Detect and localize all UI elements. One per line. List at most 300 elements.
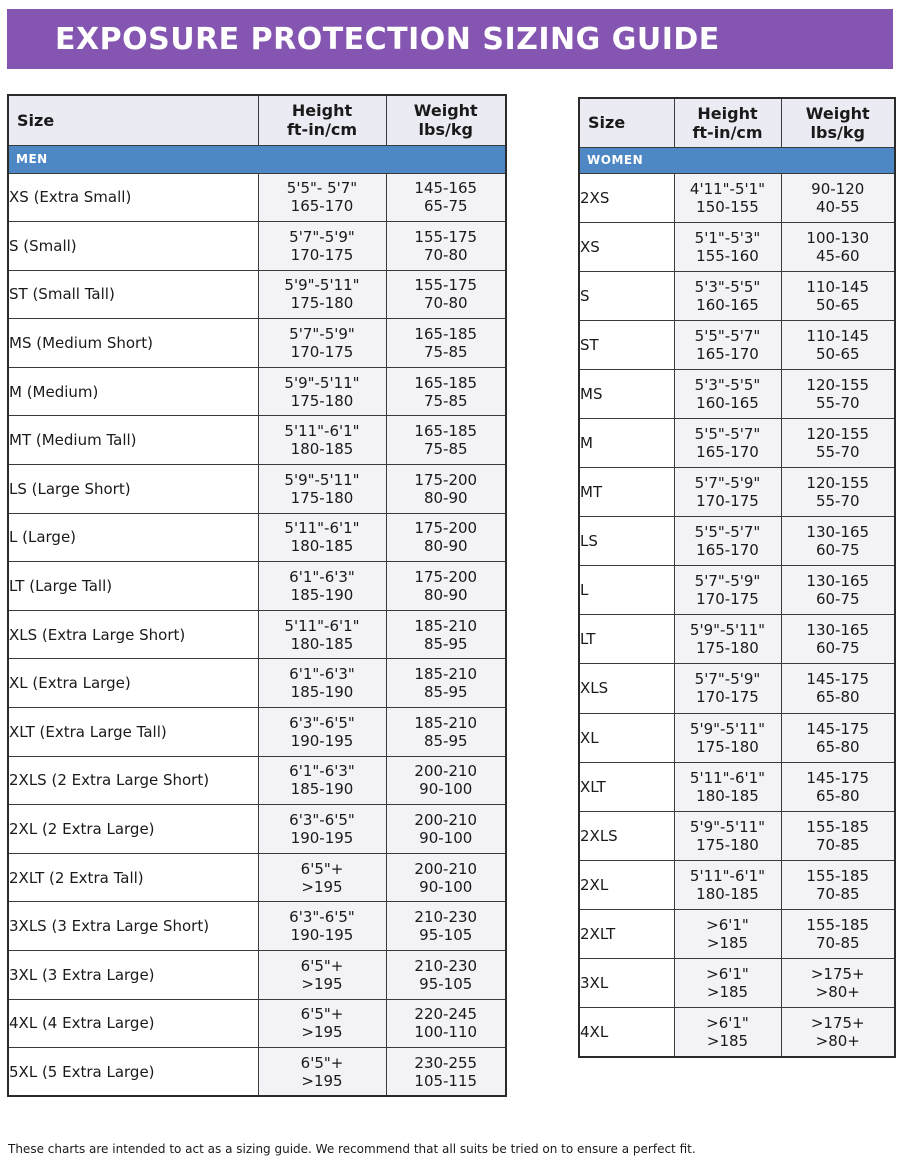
size-cell: 3XLS (3 Extra Large Short) — [8, 902, 258, 951]
weight-metric: 70-85 — [815, 933, 860, 952]
height-metric: 180-185 — [290, 634, 354, 653]
size-cell: 2XLT — [579, 909, 674, 958]
height-imperial: 5'11"-6'1" — [284, 422, 360, 441]
table-row — [8, 319, 506, 368]
height-cell — [258, 951, 386, 1000]
weight-metric: 75-85 — [423, 391, 468, 410]
weight-imperial: >175+ — [810, 1013, 865, 1032]
table-row — [8, 951, 506, 1000]
height-column-header: Height ft-in/cm — [674, 98, 781, 147]
weight-imperial: 155-185 — [806, 817, 870, 836]
weight-imperial: 110-145 — [806, 277, 870, 296]
weight-cell — [781, 762, 895, 811]
height-cell — [674, 517, 781, 566]
weight-cell — [386, 222, 506, 271]
weight-imperial: 165-185 — [414, 422, 478, 441]
height-cell — [674, 713, 781, 762]
table-row — [579, 713, 895, 762]
size-cell: 2XL — [579, 860, 674, 909]
height-cell — [674, 860, 781, 909]
weight-imperial: 145-175 — [806, 670, 870, 689]
height-imperial: >6'1" — [706, 915, 749, 934]
weight-imperial: 165-185 — [414, 325, 478, 344]
table-row — [579, 468, 895, 517]
weight-imperial: 200-210 — [414, 762, 478, 781]
height-metric: 175-180 — [696, 835, 759, 854]
height-metric: 175-180 — [696, 737, 759, 756]
weight-metric: 80-90 — [423, 537, 468, 556]
size-cell: XL — [579, 713, 674, 762]
size-cell: MT — [579, 468, 674, 517]
height-metric: 170-175 — [290, 245, 354, 264]
weight-metric: 90-100 — [419, 780, 473, 799]
table-row — [8, 367, 506, 416]
table-row — [8, 999, 506, 1048]
height-metric: 170-175 — [290, 343, 354, 362]
height-metric: 170-175 — [696, 492, 759, 511]
height-cell — [258, 853, 386, 902]
height-imperial: 6'5"+ — [300, 859, 344, 878]
height-cell — [258, 173, 386, 222]
size-cell: 4XL (4 Extra Large) — [8, 999, 258, 1048]
height-cell — [674, 1008, 781, 1057]
height-metric: 170-175 — [696, 688, 759, 707]
size-cell: LT — [579, 615, 674, 664]
weight-column-header: Weight lbs/kg — [781, 98, 895, 147]
weight-metric: 90-100 — [419, 829, 473, 848]
weight-cell — [386, 173, 506, 222]
weight-metric: 65-80 — [815, 786, 860, 805]
height-cell — [258, 319, 386, 368]
height-metric: 170-175 — [696, 590, 759, 609]
weight-cell — [386, 951, 506, 1000]
weight-cell — [781, 909, 895, 958]
weight-metric: 85-95 — [423, 683, 468, 702]
weight-imperial: 145-175 — [806, 768, 870, 787]
height-metric: >195 — [301, 974, 343, 993]
weight-cell — [781, 271, 895, 320]
weight-imperial: 185-210 — [414, 616, 478, 635]
height-imperial: 6'3"-6'5" — [289, 908, 355, 927]
height-imperial: 5'7"-5'9" — [289, 227, 355, 246]
weight-imperial: 210-230 — [414, 908, 478, 927]
height-imperial: 6'5"+ — [300, 1005, 344, 1024]
height-imperial: 5'3"-5'5" — [694, 277, 761, 296]
weight-metric: 45-60 — [815, 246, 860, 265]
height-imperial: 6'5"+ — [300, 956, 344, 975]
height-cell — [258, 562, 386, 611]
height-imperial: 6'5"+ — [300, 1053, 344, 1072]
weight-cell — [386, 1048, 506, 1097]
table-row — [8, 902, 506, 951]
height-cell — [258, 513, 386, 562]
weight-cell — [386, 805, 506, 854]
size-cell: 2XLS — [579, 811, 674, 860]
weight-cell — [386, 270, 506, 319]
weight-cell — [781, 1008, 895, 1057]
weight-cell — [386, 902, 506, 951]
section-label: WOMEN — [579, 147, 895, 173]
height-imperial: 6'1"-6'3" — [289, 762, 355, 781]
size-cell: MS (Medium Short) — [8, 319, 258, 368]
height-cell — [674, 173, 781, 222]
table-row — [8, 659, 506, 708]
size-cell: 2XLS (2 Extra Large Short) — [8, 756, 258, 805]
size-cell: MS — [579, 369, 674, 418]
height-cell — [258, 270, 386, 319]
weight-imperial: 100-130 — [806, 228, 870, 247]
weight-cell — [386, 513, 506, 562]
height-imperial: 5'11"-6'1" — [284, 519, 360, 538]
height-cell — [258, 416, 386, 465]
size-cell: XLS (Extra Large Short) — [8, 610, 258, 659]
weight-imperial: 155-175 — [414, 276, 478, 295]
height-imperial: 5'3"-5'5" — [694, 375, 761, 394]
size-cell: LT (Large Tall) — [8, 562, 258, 611]
table-row — [579, 1008, 895, 1057]
table-row — [8, 270, 506, 319]
weight-cell — [386, 756, 506, 805]
height-metric: 175-180 — [696, 639, 759, 658]
weight-cell — [386, 659, 506, 708]
height-metric: 185-190 — [290, 780, 354, 799]
height-imperial: 5'9"-5'11" — [689, 817, 766, 836]
weight-metric: 95-105 — [419, 926, 473, 945]
table-row — [579, 959, 895, 1008]
height-imperial: 5'7"-5'9" — [694, 474, 761, 493]
height-imperial: 5'5"-5'7" — [694, 425, 761, 444]
height-cell — [674, 271, 781, 320]
size-cell: 5XL (5 Extra Large) — [8, 1048, 258, 1097]
height-cell — [674, 959, 781, 1008]
weight-metric: 70-85 — [815, 835, 860, 854]
height-cell — [258, 222, 386, 271]
weight-metric: 100-110 — [414, 1023, 478, 1042]
page-title: EXPOSURE PROTECTION SIZING GUIDE — [55, 21, 720, 57]
weight-cell — [781, 860, 895, 909]
weight-metric: 80-90 — [423, 488, 468, 507]
height-imperial: 5'7"-5'9" — [694, 572, 761, 591]
size-cell: 3XL (3 Extra Large) — [8, 951, 258, 1000]
height-imperial: 5'9"-5'11" — [284, 470, 360, 489]
height-metric: 180-185 — [290, 440, 354, 459]
weight-cell — [781, 615, 895, 664]
weight-imperial: 130-165 — [806, 621, 870, 640]
height-imperial: 5'11"-6'1" — [689, 866, 766, 885]
height-imperial: 5'1"-5'3" — [694, 228, 761, 247]
height-cell — [258, 756, 386, 805]
title-banner — [7, 9, 893, 69]
weight-cell — [386, 465, 506, 514]
weight-metric: 85-95 — [423, 731, 468, 750]
weight-imperial: 145-165 — [414, 179, 478, 198]
weight-imperial: 130-165 — [806, 572, 870, 591]
table-row — [8, 610, 506, 659]
size-cell: XS — [579, 222, 674, 271]
weight-metric: 85-95 — [423, 634, 468, 653]
height-imperial: 5'7"-5'9" — [289, 325, 355, 344]
weight-imperial: >175+ — [810, 965, 865, 984]
table-row — [579, 320, 895, 369]
size-cell: 3XL — [579, 959, 674, 1008]
table-row — [8, 1048, 506, 1097]
weight-metric: 55-70 — [815, 492, 860, 511]
weight-column-header: Weight lbs/kg — [386, 95, 506, 145]
weight-cell — [386, 999, 506, 1048]
weight-metric: 60-75 — [815, 541, 860, 560]
weight-imperial: 120-155 — [806, 425, 870, 444]
height-cell — [258, 367, 386, 416]
height-imperial: 6'1"-6'3" — [289, 665, 355, 684]
table-header-row — [8, 95, 506, 145]
weight-metric: 95-105 — [419, 974, 473, 993]
height-metric: 175-180 — [290, 488, 354, 507]
table-row — [8, 756, 506, 805]
size-cell: ST — [579, 320, 674, 369]
height-cell — [674, 615, 781, 664]
size-cell: LS (Large Short) — [8, 465, 258, 514]
height-cell — [674, 222, 781, 271]
height-metric: 185-190 — [290, 683, 354, 702]
men-size-table — [7, 94, 507, 1097]
height-imperial: 6'3"-6'5" — [289, 811, 355, 830]
size-cell: 2XLT (2 Extra Tall) — [8, 853, 258, 902]
weight-imperial: 90-120 — [811, 179, 865, 198]
weight-cell — [781, 418, 895, 467]
table-row — [579, 369, 895, 418]
weight-metric: 65-75 — [423, 197, 468, 216]
height-metric: 160-165 — [696, 295, 759, 314]
height-cell — [674, 762, 781, 811]
weight-imperial: 145-175 — [806, 719, 870, 738]
weight-metric: 90-100 — [419, 877, 473, 896]
height-imperial: 5'7"-5'9" — [694, 670, 761, 689]
weight-metric: 70-80 — [423, 294, 468, 313]
weight-metric: 70-85 — [815, 884, 860, 903]
weight-imperial: 210-230 — [414, 956, 478, 975]
weight-imperial: 175-200 — [414, 470, 478, 489]
height-imperial: 5'11"-6'1" — [284, 616, 360, 635]
height-cell — [674, 369, 781, 418]
weight-metric: 60-75 — [815, 639, 860, 658]
height-cell — [674, 664, 781, 713]
height-metric: 150-155 — [696, 197, 759, 216]
weight-imperial: 110-145 — [806, 326, 870, 345]
weight-imperial: 175-200 — [414, 519, 478, 538]
weight-cell — [781, 468, 895, 517]
weight-metric: 80-90 — [423, 586, 468, 605]
weight-imperial: 120-155 — [806, 375, 870, 394]
weight-imperial: 185-210 — [414, 665, 478, 684]
height-metric: 185-190 — [290, 586, 354, 605]
table-row — [579, 517, 895, 566]
weight-imperial: 200-210 — [414, 811, 478, 830]
weight-cell — [781, 566, 895, 615]
height-metric: >195 — [301, 877, 343, 896]
size-column-header: Size — [579, 98, 674, 147]
weight-cell — [386, 610, 506, 659]
height-metric: >195 — [301, 1071, 343, 1090]
size-cell: M (Medium) — [8, 367, 258, 416]
weight-metric: 65-80 — [815, 737, 860, 756]
women-section-header — [579, 147, 895, 173]
weight-cell — [781, 811, 895, 860]
height-imperial: 6'1"-6'3" — [289, 568, 355, 587]
height-imperial: 5'5"- 5'7" — [286, 179, 358, 198]
height-metric: 175-180 — [290, 294, 354, 313]
height-cell — [674, 468, 781, 517]
size-cell: XLT (Extra Large Tall) — [8, 708, 258, 757]
table-header-row — [579, 98, 895, 147]
weight-cell — [781, 173, 895, 222]
height-imperial: 5'11"-6'1" — [689, 768, 766, 787]
weight-imperial: 155-175 — [414, 227, 478, 246]
table-row — [579, 860, 895, 909]
weight-metric: 70-80 — [423, 245, 468, 264]
weight-cell — [781, 320, 895, 369]
table-row — [579, 909, 895, 958]
size-cell: 2XL (2 Extra Large) — [8, 805, 258, 854]
weight-imperial: 155-185 — [806, 866, 870, 885]
height-cell — [674, 909, 781, 958]
weight-cell — [386, 708, 506, 757]
table-row — [579, 664, 895, 713]
height-imperial: 6'3"-6'5" — [289, 713, 355, 732]
height-imperial: 4'11"-5'1" — [689, 179, 766, 198]
weight-imperial: 200-210 — [414, 859, 478, 878]
size-cell: 4XL — [579, 1008, 674, 1057]
table-row — [8, 173, 506, 222]
weight-imperial: 175-200 — [414, 568, 478, 587]
height-metric: >195 — [301, 1023, 343, 1042]
height-cell — [258, 659, 386, 708]
table-row — [579, 615, 895, 664]
height-imperial: 5'9"-5'11" — [689, 719, 766, 738]
weight-metric: 75-85 — [423, 440, 468, 459]
table-row — [579, 566, 895, 615]
height-cell — [258, 805, 386, 854]
height-metric: 165-170 — [696, 344, 759, 363]
weight-cell — [386, 319, 506, 368]
table-row — [8, 416, 506, 465]
height-metric: 165-170 — [696, 443, 759, 462]
height-cell — [674, 566, 781, 615]
weight-cell — [781, 369, 895, 418]
weight-metric: 55-70 — [815, 443, 860, 462]
size-cell: S — [579, 271, 674, 320]
height-imperial: 5'9"-5'11" — [284, 373, 360, 392]
table-row — [579, 222, 895, 271]
weight-cell — [386, 853, 506, 902]
weight-cell — [781, 959, 895, 1008]
weight-cell — [781, 713, 895, 762]
height-imperial: >6'1" — [706, 1013, 749, 1032]
size-cell: 2XS — [579, 173, 674, 222]
height-cell — [258, 708, 386, 757]
size-cell: XLT — [579, 762, 674, 811]
height-cell — [258, 1048, 386, 1097]
women-size-table — [578, 97, 896, 1058]
height-metric: 180-185 — [290, 537, 354, 556]
size-cell: MT (Medium Tall) — [8, 416, 258, 465]
height-column-header: Height ft-in/cm — [258, 95, 386, 145]
weight-metric: >80+ — [815, 1031, 860, 1050]
table-row — [8, 708, 506, 757]
weight-imperial: 130-165 — [806, 523, 870, 542]
size-cell: ST (Small Tall) — [8, 270, 258, 319]
weight-metric: 60-75 — [815, 590, 860, 609]
table-row — [8, 853, 506, 902]
weight-cell — [386, 416, 506, 465]
weight-cell — [781, 222, 895, 271]
weight-imperial: 185-210 — [414, 713, 478, 732]
weight-imperial: 120-155 — [806, 474, 870, 493]
weight-imperial: 155-185 — [806, 915, 870, 934]
weight-cell — [781, 664, 895, 713]
height-cell — [674, 418, 781, 467]
height-cell — [674, 811, 781, 860]
height-imperial: 5'9"-5'11" — [284, 276, 360, 295]
weight-metric: 65-80 — [815, 688, 860, 707]
table-row — [8, 513, 506, 562]
weight-metric: 50-65 — [815, 344, 860, 363]
height-metric: 165-170 — [290, 197, 354, 216]
height-cell — [258, 999, 386, 1048]
table-row — [8, 465, 506, 514]
weight-imperial: 230-255 — [414, 1053, 478, 1072]
size-cell: XS (Extra Small) — [8, 173, 258, 222]
height-imperial: >6'1" — [706, 965, 749, 984]
weight-metric: 75-85 — [423, 343, 468, 362]
size-cell: L (Large) — [8, 513, 258, 562]
table-row — [579, 811, 895, 860]
height-metric: 180-185 — [696, 884, 759, 903]
weight-metric: 55-70 — [815, 393, 860, 412]
height-metric: 190-195 — [290, 926, 354, 945]
size-column-header: Size — [8, 95, 258, 145]
height-imperial: 5'9"-5'11" — [689, 621, 766, 640]
height-metric: >185 — [706, 983, 749, 1002]
table-row — [579, 173, 895, 222]
size-cell: M — [579, 418, 674, 467]
table-row — [579, 271, 895, 320]
weight-metric: 40-55 — [815, 197, 860, 216]
weight-metric: >80+ — [815, 983, 860, 1002]
table-row — [8, 222, 506, 271]
height-cell — [674, 320, 781, 369]
height-metric: 155-160 — [696, 246, 759, 265]
table-row — [8, 805, 506, 854]
men-section-header — [8, 145, 506, 173]
size-cell: L — [579, 566, 674, 615]
table-row — [8, 562, 506, 611]
size-cell: XLS — [579, 664, 674, 713]
table-row — [579, 418, 895, 467]
height-metric: 165-170 — [696, 541, 759, 560]
height-metric: 190-195 — [290, 731, 354, 750]
height-metric: 180-185 — [696, 786, 759, 805]
height-metric: >185 — [706, 1031, 749, 1050]
weight-imperial: 165-185 — [414, 373, 478, 392]
weight-metric: 105-115 — [414, 1071, 478, 1090]
height-imperial: 5'5"-5'7" — [694, 523, 761, 542]
height-metric: 190-195 — [290, 829, 354, 848]
size-cell: LS — [579, 517, 674, 566]
size-cell: S (Small) — [8, 222, 258, 271]
height-cell — [258, 610, 386, 659]
footnote: These charts are intended to act as a sizing guide. We recommend that all suits be tried on to ensure a perfect fit. — [8, 1142, 696, 1156]
size-cell: XL (Extra Large) — [8, 659, 258, 708]
